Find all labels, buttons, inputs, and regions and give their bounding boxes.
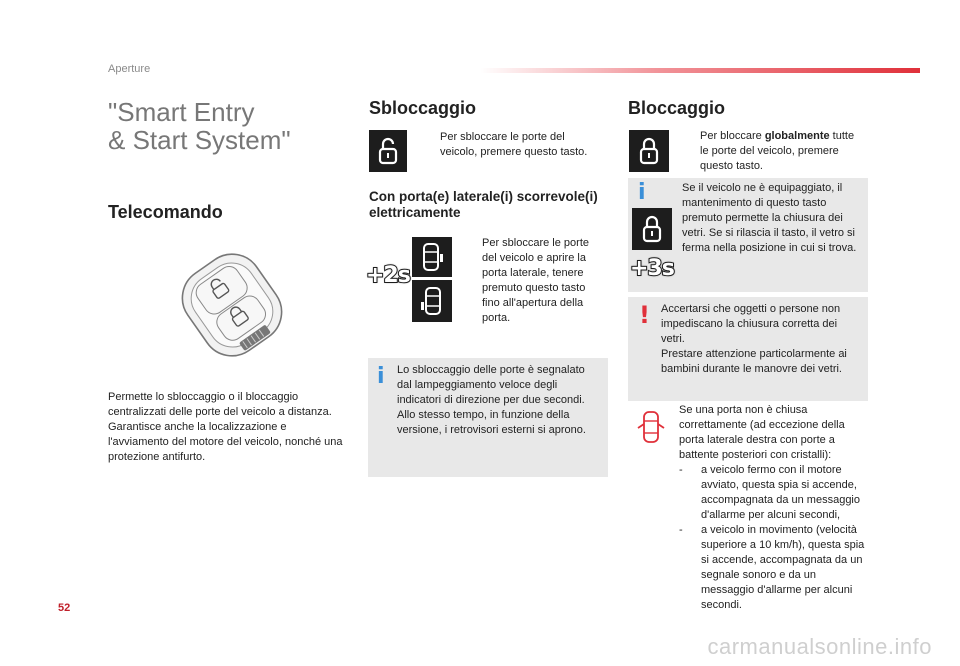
door-warning-item-2: a veicolo in movimento (velocità superiore a 10 km/h), questa spia si accende, accompagnata da un segnale sonoro e da un messaggio d'allarme per alcuni secondi. xyxy=(701,524,865,611)
unlocked-padlock-icon xyxy=(378,137,398,165)
warning-text: Accertarsi che oggetti o persone non impediscano la chiusura corretta dei vetri. Prestare attenzione particolarmente ai bambini durante le manovre dei vetri. xyxy=(661,303,847,375)
window-close-info-box xyxy=(628,178,868,292)
key-fob-illustration xyxy=(162,240,302,370)
page-number: 52 xyxy=(58,602,71,614)
bullet-icon xyxy=(464,236,482,326)
sliding-door-instruction xyxy=(464,236,600,326)
title-line-1: "Smart Entry xyxy=(108,97,255,127)
lock-hold-icon xyxy=(632,208,672,250)
door-warning-intro: Se una porta non è chiusa correttamente (ad eccezione della porta laterale destra con porte a battente posteriori con cristalli): xyxy=(679,404,845,461)
lock-button-icon xyxy=(629,130,669,172)
unlock-instruction xyxy=(422,130,600,160)
window-close-info-text: Se il veicolo ne è equipaggiato, il mantenimento di questo tasto premuto permette la chiusura dei vetri. Se si rilascia il tasto, il vetro si ferma nella posizione in cui si trova. xyxy=(682,182,857,254)
list-item xyxy=(679,463,867,523)
hold-2s-badge: +2s xyxy=(366,263,410,288)
locked-padlock-icon xyxy=(639,137,659,165)
watermark: carmanualsonline.info xyxy=(707,634,932,659)
vehicle-door-icon xyxy=(419,242,445,272)
unlock-info-box xyxy=(368,358,608,477)
warning-box xyxy=(628,297,868,401)
list-dash: - xyxy=(679,464,683,476)
sliding-door-unlock-icon-top xyxy=(412,237,452,277)
section-label: Aperture xyxy=(108,63,151,75)
bullet-icon xyxy=(682,129,700,174)
lock-heading: Bloccaggio xyxy=(628,98,726,118)
title-line-2: & Start System" xyxy=(108,125,291,155)
list-dash: - xyxy=(679,524,683,536)
list-item xyxy=(679,523,867,613)
unlock-button-icon xyxy=(369,130,407,172)
sliding-door-unlock-icon-bottom xyxy=(412,280,452,322)
lock-instruction xyxy=(682,129,864,174)
sliding-door-instruction-text: Per sbloccare le porte del veicolo e aprire la porta laterale, tenere premuto questo tasto fino all'apertura della porta. xyxy=(482,237,589,324)
page-title xyxy=(108,98,291,154)
door-warning-item-1: a veicolo fermo con il motore avviato, questa spia si accende, accompagnata da un messaggio d'allarme per alcuni secondi, xyxy=(701,464,860,521)
info-icon: i xyxy=(377,364,385,389)
door-open-warning-light-icon xyxy=(636,408,666,448)
locked-padlock-icon xyxy=(642,215,662,243)
vehicle-door-open-icon xyxy=(419,286,445,316)
unlock-instruction-text: Per sbloccare le porte del veicolo, premere questo tasto. xyxy=(440,131,588,158)
info-icon: i xyxy=(638,180,646,205)
header-rule xyxy=(480,68,920,73)
warning-icon: ! xyxy=(639,301,650,329)
lock-instruction-bold: globalmente xyxy=(764,130,830,142)
door-warning-section xyxy=(679,403,867,613)
sliding-door-heading: Con porta(e) laterale(i) scorrevole(i) elettricamente xyxy=(369,189,598,220)
unlock-info-text: Lo sbloccaggio delle porte è segnalato dal lampeggiamento veloce degli indicatori di direzione per due secondi. Allo stesso tempo, in funzione della versione, i retrovisori esterni si aprono. xyxy=(397,364,586,436)
unlock-heading: Sbloccaggio xyxy=(369,98,477,118)
hold-3s-badge: +3s xyxy=(630,256,674,281)
lock-instruction-text: Per bloccare globalmente tutte le porte del veicolo, premere questo tasto. xyxy=(700,130,855,172)
remote-heading: Telecomando xyxy=(108,202,223,222)
bullet-icon xyxy=(422,130,440,160)
remote-description: Permette lo sbloccaggio o il bloccaggio centralizzati delle porte del veicolo a distanza. Garantisce anche la localizzazione e l'avviamento del motore del veicolo, nonché una protezione antifurto. xyxy=(108,391,343,463)
